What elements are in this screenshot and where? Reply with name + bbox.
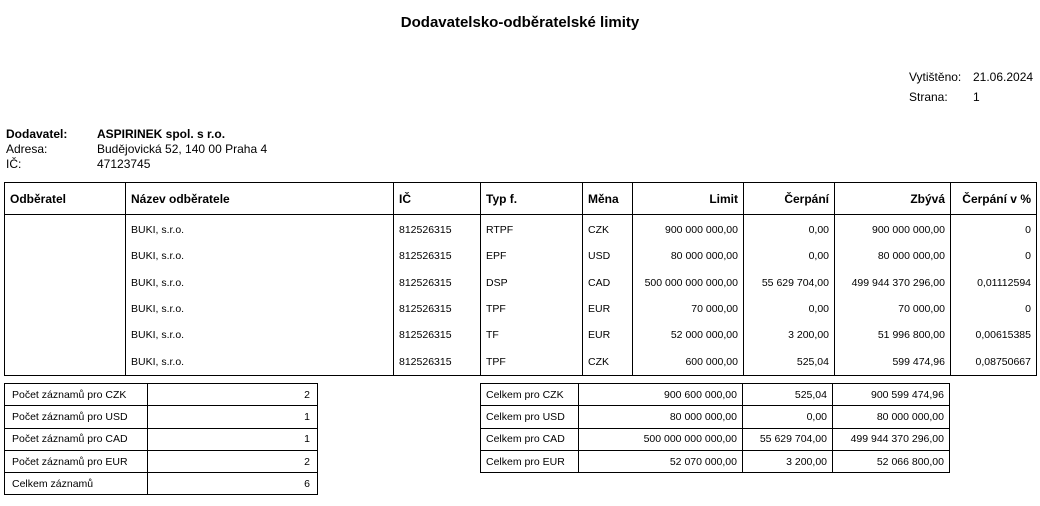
cell-used-percent: 0 bbox=[951, 215, 1037, 244]
col-header: IČ bbox=[394, 183, 481, 215]
count-label: Počet záznamů pro CAD bbox=[5, 428, 148, 450]
cell-customer-name: BUKI, s.r.o. bbox=[126, 243, 394, 269]
cell-currency: CAD bbox=[583, 270, 633, 296]
total-label: Celkem pro USD bbox=[481, 406, 579, 428]
cell-customer bbox=[5, 215, 126, 244]
total-limit: 80 000 000,00 bbox=[579, 406, 743, 428]
cell-customer-name: BUKI, s.r.o. bbox=[126, 322, 394, 348]
col-header: Limit bbox=[633, 183, 744, 215]
page-number: 1 bbox=[973, 90, 980, 104]
total-remaining: 52 066 800,00 bbox=[833, 450, 950, 472]
cell-used: 55 629 704,00 bbox=[744, 270, 835, 296]
supplier-block bbox=[6, 128, 406, 172]
cell-customer bbox=[5, 270, 126, 296]
currency-totals-table bbox=[480, 383, 950, 473]
record-counts-table bbox=[4, 383, 318, 495]
total-row bbox=[481, 406, 950, 428]
cell-used-percent: 0,00615385 bbox=[951, 322, 1037, 348]
cell-customer bbox=[5, 296, 126, 322]
cell-remaining: 51 996 800,00 bbox=[835, 322, 951, 348]
ic-label: IČ: bbox=[6, 157, 22, 171]
cell-ic: 812526315 bbox=[394, 270, 481, 296]
address-label: Adresa: bbox=[6, 142, 48, 156]
total-remaining: 499 944 370 296,00 bbox=[833, 428, 950, 450]
count-value: 1 bbox=[148, 406, 318, 428]
table-row bbox=[5, 322, 1037, 348]
cell-used-percent: 0,08750667 bbox=[951, 348, 1037, 375]
table-row bbox=[5, 296, 1037, 322]
cell-customer-name: BUKI, s.r.o. bbox=[126, 348, 394, 375]
col-header: Název odběratele bbox=[126, 183, 394, 215]
cell-remaining: 80 000 000,00 bbox=[835, 243, 951, 269]
cell-type: DSP bbox=[481, 270, 583, 296]
col-header: Měna bbox=[583, 183, 633, 215]
cell-used: 0,00 bbox=[744, 243, 835, 269]
cell-limit: 500 000 000 000,00 bbox=[633, 270, 744, 296]
count-row bbox=[5, 384, 318, 406]
cell-currency: CZK bbox=[583, 348, 633, 375]
count-row-total bbox=[5, 473, 318, 495]
col-header: Čerpání v % bbox=[951, 183, 1037, 215]
cell-limit: 80 000 000,00 bbox=[633, 243, 744, 269]
cell-customer-name: BUKI, s.r.o. bbox=[126, 215, 394, 244]
count-label: Počet záznamů pro CZK bbox=[5, 384, 148, 406]
cell-used: 0,00 bbox=[744, 215, 835, 244]
cell-remaining: 499 944 370 296,00 bbox=[835, 270, 951, 296]
total-limit: 900 600 000,00 bbox=[579, 384, 743, 406]
cell-type: TPF bbox=[481, 296, 583, 322]
cell-type: TF bbox=[481, 322, 583, 348]
count-label: Počet záznamů pro USD bbox=[5, 406, 148, 428]
total-label: Celkem pro EUR bbox=[481, 450, 579, 472]
cell-used-percent: 0,01112594 bbox=[951, 270, 1037, 296]
printed-date: 21.06.2024 bbox=[973, 70, 1034, 84]
cell-customer-name: BUKI, s.r.o. bbox=[126, 296, 394, 322]
cell-limit: 900 000 000,00 bbox=[633, 215, 744, 244]
supplier-name: ASPIRINEK spol. s r.o. bbox=[97, 127, 226, 141]
cell-used: 3 200,00 bbox=[744, 322, 835, 348]
table-row bbox=[5, 348, 1037, 375]
col-header: Typ f. bbox=[481, 183, 583, 215]
cell-remaining: 70 000,00 bbox=[835, 296, 951, 322]
total-row bbox=[481, 384, 950, 406]
cell-ic: 812526315 bbox=[394, 322, 481, 348]
table-row bbox=[5, 215, 1037, 244]
count-value: 2 bbox=[148, 384, 318, 406]
total-label: Celkem pro CAD bbox=[481, 428, 579, 450]
total-limit: 500 000 000 000,00 bbox=[579, 428, 743, 450]
printed-label: Vytištěno: bbox=[909, 70, 962, 84]
table-row bbox=[5, 270, 1037, 296]
col-header: Odběratel bbox=[5, 183, 126, 215]
cell-type: EPF bbox=[481, 243, 583, 269]
total-used: 55 629 704,00 bbox=[743, 428, 833, 450]
count-row bbox=[5, 450, 318, 472]
total-remaining: 80 000 000,00 bbox=[833, 406, 950, 428]
cell-used: 0,00 bbox=[744, 296, 835, 322]
cell-customer bbox=[5, 348, 126, 375]
total-remaining: 900 599 474,96 bbox=[833, 384, 950, 406]
cell-ic: 812526315 bbox=[394, 296, 481, 322]
supplier-address: Budějovická 52, 140 00 Praha 4 bbox=[97, 142, 268, 156]
cell-currency: EUR bbox=[583, 296, 633, 322]
cell-ic: 812526315 bbox=[394, 215, 481, 244]
print-info bbox=[909, 70, 1034, 106]
count-label: Celkem záznamů bbox=[5, 473, 148, 495]
cell-limit: 70 000,00 bbox=[633, 296, 744, 322]
cell-ic: 812526315 bbox=[394, 348, 481, 375]
cell-customer bbox=[5, 243, 126, 269]
table-header-row bbox=[5, 183, 1037, 215]
limits-table bbox=[4, 182, 1037, 376]
count-row bbox=[5, 406, 318, 428]
cell-remaining: 900 000 000,00 bbox=[835, 215, 951, 244]
supplier-label: Dodavatel: bbox=[6, 127, 68, 141]
cell-limit: 600 000,00 bbox=[633, 348, 744, 375]
cell-currency: EUR bbox=[583, 322, 633, 348]
cell-currency: CZK bbox=[583, 215, 633, 244]
report-title: Dodavatelsko-odběratelské limity bbox=[400, 14, 640, 31]
cell-customer-name: BUKI, s.r.o. bbox=[126, 270, 394, 296]
total-row bbox=[481, 428, 950, 450]
count-label: Počet záznamů pro EUR bbox=[5, 450, 148, 472]
col-header: Zbývá bbox=[835, 183, 951, 215]
cell-limit: 52 000 000,00 bbox=[633, 322, 744, 348]
cell-customer bbox=[5, 322, 126, 348]
page-label: Strana: bbox=[909, 90, 948, 104]
count-value: 1 bbox=[148, 428, 318, 450]
supplier-ic: 47123745 bbox=[97, 157, 151, 171]
total-used: 3 200,00 bbox=[743, 450, 833, 472]
total-used: 525,04 bbox=[743, 384, 833, 406]
cell-type: RTPF bbox=[481, 215, 583, 244]
total-used: 0,00 bbox=[743, 406, 833, 428]
cell-type: TPF bbox=[481, 348, 583, 375]
count-value: 2 bbox=[148, 450, 318, 472]
count-row bbox=[5, 428, 318, 450]
cell-ic: 812526315 bbox=[394, 243, 481, 269]
cell-remaining: 599 474,96 bbox=[835, 348, 951, 375]
total-label: Celkem pro CZK bbox=[481, 384, 579, 406]
cell-currency: USD bbox=[583, 243, 633, 269]
total-row bbox=[481, 450, 950, 472]
table-row bbox=[5, 243, 1037, 269]
count-value: 6 bbox=[148, 473, 318, 495]
total-limit: 52 070 000,00 bbox=[579, 450, 743, 472]
col-header: Čerpání bbox=[744, 183, 835, 215]
cell-used-percent: 0 bbox=[951, 296, 1037, 322]
cell-used: 525,04 bbox=[744, 348, 835, 375]
cell-used-percent: 0 bbox=[951, 243, 1037, 269]
